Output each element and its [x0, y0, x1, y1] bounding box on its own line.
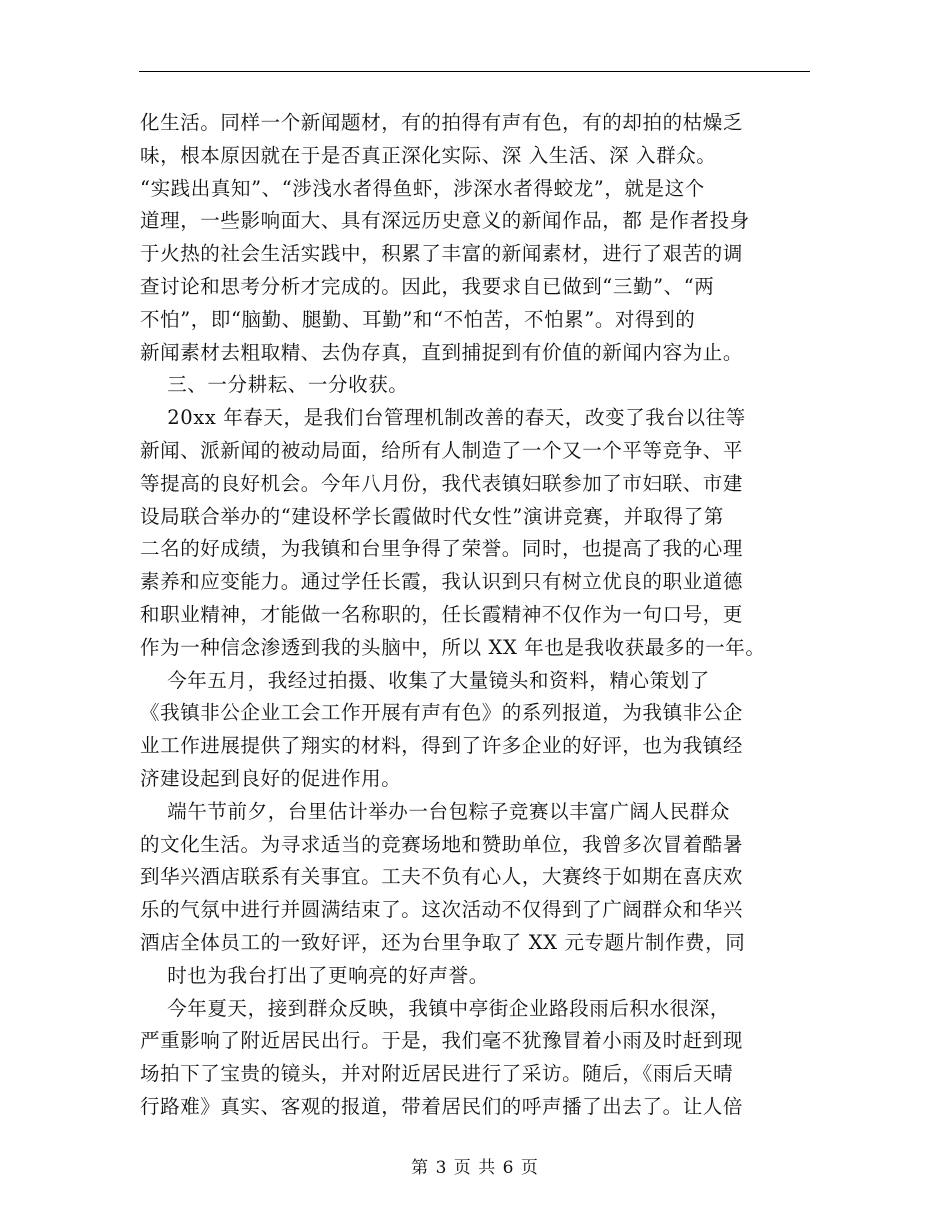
- text-line: 严重影响了附近居民出行。于是，我们毫不犹豫冒着小雨及时赶到现: [140, 1029, 744, 1053]
- text-line: 于火热的社会生活实践中，积累了丰富的新闻素材，进行了艰苦的调: [140, 242, 744, 266]
- text-line: 《我镇非公企业工会工作开展有声有色》的系列报道，为我镇非公企: [140, 701, 744, 725]
- text-line: 不怕”，即“脑勤、腿勤、耳勤”和“不怕苦，不怕累”。对得到的: [140, 307, 696, 331]
- header-rule: [139, 71, 810, 72]
- text-line: 的文化生活。为寻求适当的竞赛场地和赞助单位，我曾多次冒着酷暑: [140, 832, 744, 856]
- page-number-footer: 第 3 页 共 6 页: [411, 1158, 539, 1178]
- text-line: 酒店全体员工的一致好评，还为台里争取了 XX 元专题片制作费，同: [140, 930, 746, 954]
- text-line: 行路难》真实、客观的报道，带着居民们的呼声播了出去了。让人倍: [140, 1094, 744, 1118]
- text-line: 道理，一些影响面大、具有深远历史意义的新闻作品，都 是作者投身: [140, 209, 750, 233]
- text-line: 设局联合举办的“建设杯学长霞做时代女性”演讲竞赛，并取得了第: [140, 504, 724, 528]
- text-line: 新闻、派新闻的被动局面，给所有人制造了一个又一个平等竞争、平: [140, 438, 744, 462]
- text-line: 新闻素材去粗取精、去伪存真，直到捕捉到有价值的新闻内容为止。: [140, 340, 744, 364]
- text-line: 查讨论和思考分析才完成的。因此，我要求自已做到“三勤”、“两: [140, 274, 715, 298]
- text-line: 三、一分耕耘、一分收获。: [140, 373, 409, 397]
- text-line: 等提高的良好机会。今年八月份，我代表镇妇联参加了市妇联、市建: [140, 471, 744, 495]
- text-line: 二名的好成绩，为我镇和台里争得了荣誉。同时，也提高了我的心理: [140, 537, 744, 561]
- text-line: 化生活。同样一个新闻题材，有的拍得有声有色，有的却拍的枯燥乏: [140, 111, 744, 134]
- text-line: 味，根本原因就在于是否真正深化实际、深 入生活、深 入群众。: [140, 143, 717, 167]
- document-body: [140, 107, 820, 1124]
- text-line: 素养和应变能力。通过学任长霞，我认识到只有树立优良的职业道德: [140, 570, 744, 594]
- text-line: 端午节前夕，台里估计举办一台包粽子竞赛以丰富广阔人民群众: [140, 799, 730, 823]
- text-line: 时也为我台打出了更响亮的好声誉。: [140, 963, 489, 987]
- text-line: 业工作进展提供了翔实的材料，得到了许多企业的好评，也为我镇经: [140, 734, 744, 758]
- text-line: 乐的气氛中进行并圆满结束了。这次活动不仅得到了广阔群众和华兴: [140, 898, 744, 922]
- text-line: 和职业精神，才能做一名称职的，任长霞精神不仅作为一句口号，更: [140, 602, 744, 626]
- text-line: 济建设起到良好的促进作用。: [140, 766, 402, 790]
- text-line: 今年五月，我经过拍摄、收集了大量镜头和资料，精心策划了: [140, 668, 710, 692]
- text-line: “实践出真知”、“涉浅水者得鱼虾，涉深水者得蛟龙”，就是这个: [140, 176, 705, 200]
- text-line: 今年夏天，接到群众反映，我镇中亭街企业路段雨后积水很深，: [140, 996, 730, 1020]
- text-line: 20xx 年春天，是我们台管理机制改善的春天，改变了我台以往等: [140, 406, 746, 430]
- text-line: 到华兴酒店联系有关事宜。工夫不负有心人，大赛终于如期在喜庆欢: [140, 865, 744, 889]
- text-line: 场拍下了宝贵的镜头，并对附近居民进行了采访。随后，《雨后天晴: [140, 1062, 734, 1086]
- text-line: 作为一种信念渗透到我的头脑中，所以 XX 年也是我收获最多的一年。: [140, 635, 766, 659]
